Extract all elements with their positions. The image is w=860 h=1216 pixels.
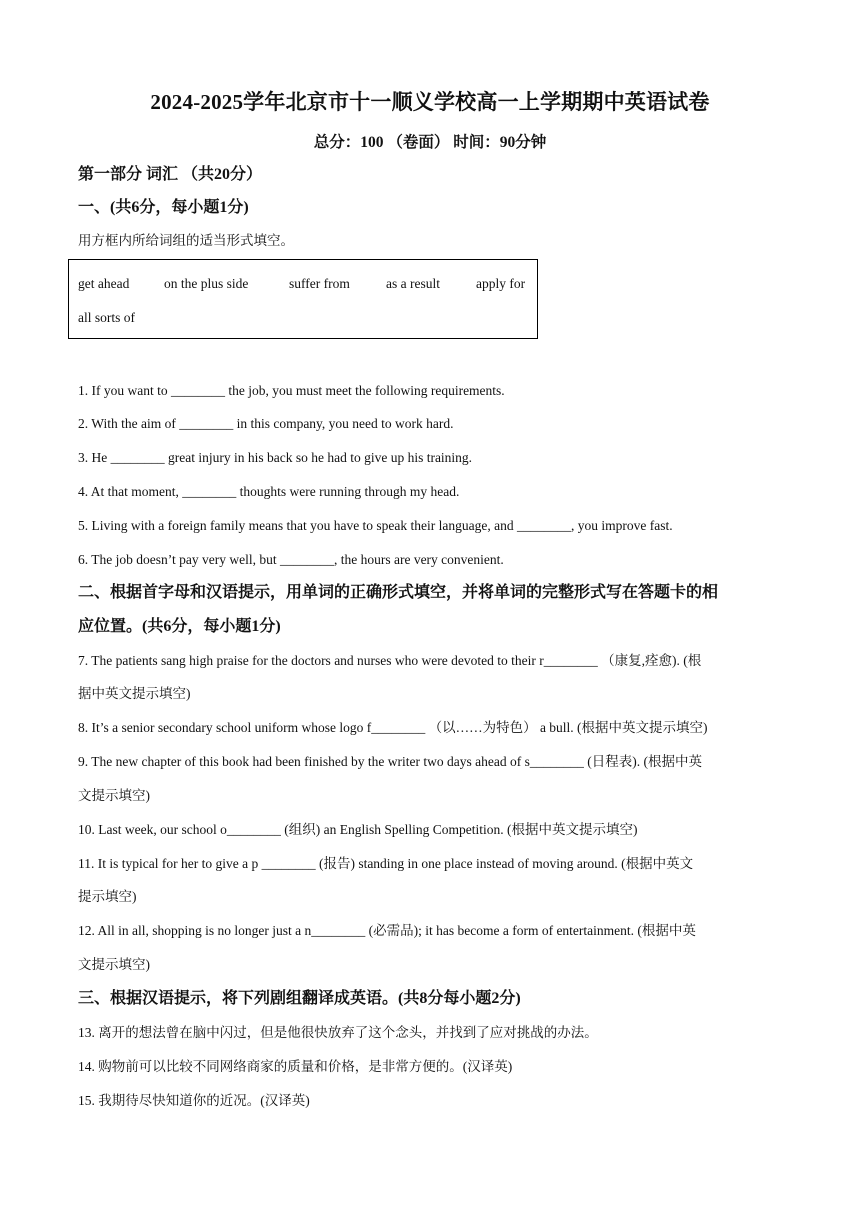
part1-heading: 第一部分 词汇 （共20分） bbox=[78, 166, 263, 183]
question-7-cont: 据中英文提示填空) bbox=[78, 686, 191, 701]
section1-instruction: 用方框内所给词组的适当形式填空。 bbox=[78, 233, 294, 248]
question-3: 3. He ________ great injury in his back so he had to give up his training. bbox=[78, 450, 473, 465]
phrase-box bbox=[68, 259, 538, 339]
section2-heading: 二、根据首字母和汉语提示，用单词的正确形式填空，并将单词的完整形式写在答题卡的相 bbox=[78, 584, 719, 601]
question-10: 10. Last week, our school o________ (组织) an English Spelling Competition. (根据中英文提示填空) bbox=[78, 822, 638, 837]
question-14: 14. 购物前可以比较不同网络商家的质量和价格，是非常方便的。(汉译英) bbox=[78, 1059, 513, 1074]
exam-title: 2024-2025学年北京市十一顺义学校高一上学期期中英语试卷 bbox=[150, 90, 710, 114]
question-11-cont: 提示填空) bbox=[78, 889, 137, 904]
question-9-cont: 文提示填空) bbox=[78, 788, 150, 803]
question-12: 12. All in all, shopping is no longer just a n________ (必需品); it has become a form of entertainment. (根据中英 bbox=[78, 923, 696, 938]
question-4: 4. At that moment, ________ thoughts were running through my head. bbox=[78, 484, 460, 499]
phrase-item: apply for bbox=[476, 276, 526, 291]
question-1: 1. If you want to ________ the job, you must meet the following requirements. bbox=[78, 383, 505, 398]
question-15: 15. 我期待尽快知道你的近况。(汉译英) bbox=[78, 1093, 310, 1108]
phrase-item: all sorts of bbox=[78, 310, 135, 325]
question-2: 2. With the aim of ________ in this company, you need to work hard. bbox=[78, 416, 454, 431]
phrase-item: as a result bbox=[386, 276, 440, 291]
exam-subtitle: 总分：100 （卷面） 时间：90分钟 bbox=[313, 134, 547, 151]
section1-heading: 一、(共6分，每小题1分) bbox=[78, 199, 249, 216]
section2-heading-cont: 应位置。(共6分，每小题1分) bbox=[78, 618, 281, 635]
question-12-cont: 文提示填空) bbox=[78, 957, 150, 972]
question-7: 7. The patients sang high praise for the doctors and nurses who were devoted to their r________ （康复,痊愈). (根 bbox=[78, 653, 702, 668]
phrase-item: get ahead bbox=[78, 276, 130, 291]
question-13: 13. 离开的想法曾在脑中闪过，但是他很快放弃了这个念头，并找到了应对挑战的办法。 bbox=[78, 1025, 598, 1040]
question-6: 6. The job doesn’t pay very well, but ________, the hours are very convenient. bbox=[78, 552, 504, 567]
question-9: 9. The new chapter of this book had been finished by the writer two days ahead of s________ (日程表). (根据中英 bbox=[78, 754, 702, 769]
question-5: 5. Living with a foreign family means that you have to speak their language, and ________, you improve fast. bbox=[78, 518, 673, 533]
phrase-item: suffer from bbox=[289, 276, 350, 291]
phrase-item: on the plus side bbox=[164, 276, 249, 291]
section3-heading: 三、根据汉语提示，将下列剧组翻译成英语。(共8分每小题2分) bbox=[78, 990, 521, 1007]
question-11: 11. It is typical for her to give a p ________ (报告) standing in one place instead of moving around. (根据中英文 bbox=[78, 856, 694, 871]
question-8: 8. It’s a senior secondary school uniform whose logo f________ （以……为特色） a bull. (根据中英文提示填空) bbox=[78, 720, 708, 735]
